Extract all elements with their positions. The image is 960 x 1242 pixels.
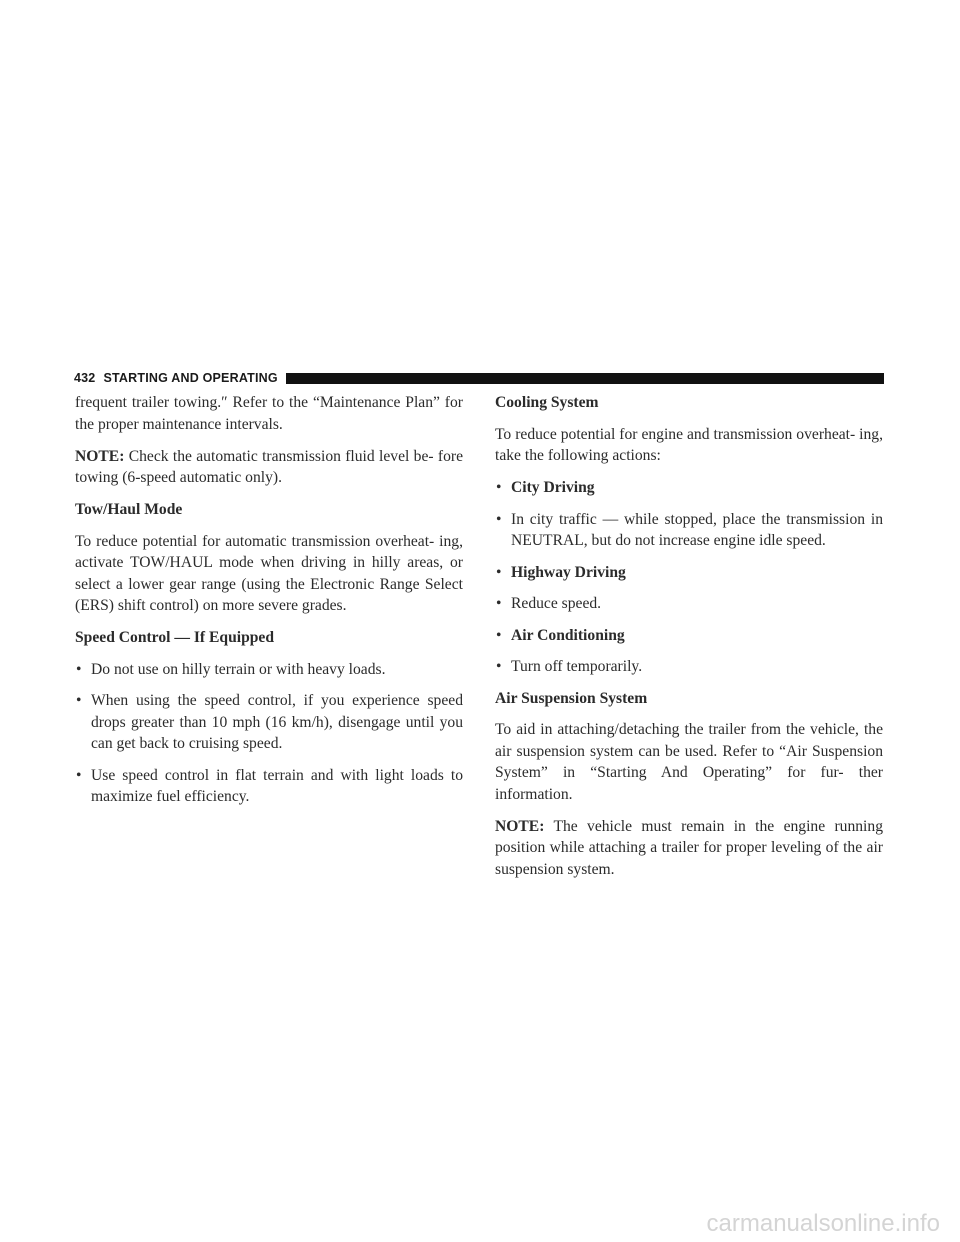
list-item: • Air Conditioning — [495, 625, 883, 647]
note-text: The vehicle must remain in the engine running position while attaching a trailer for proper leveling of the air suspension system. — [495, 817, 883, 878]
air-suspension-heading: Air Suspension System — [495, 689, 648, 707]
list-item: • Highway Driving — [495, 562, 883, 584]
list-item: • City Driving — [495, 477, 883, 499]
cooling-paragraph: To reduce potential for engine and transmission overheat- ing, take the following actions: — [495, 425, 883, 464]
list-item: • Use speed control in flat terrain and with light loads to maximize fuel efficiency. — [75, 765, 463, 808]
note-paragraph — [495, 816, 883, 881]
watermark: carmanualsonline.info — [706, 1210, 940, 1237]
tow-haul-heading: Tow/Haul Mode — [75, 501, 183, 518]
speed-control-heading: Speed Control — If Equipped — [75, 629, 275, 646]
speed-control-list — [75, 659, 463, 808]
air-suspension-paragraph: To aid in attaching/detaching the trailer from the vehicle, the air suspension system can be used. Refer to “Air Suspension System” in “Starting And Operating” for fur- ther information. — [495, 721, 883, 803]
note-label: NOTE: — [495, 817, 545, 835]
list-item: • Do not use on hilly terrain or with heavy loads. — [75, 659, 463, 681]
tow-haul-paragraph: To reduce potential for automatic transmission overheat- ing, activate TOW/HAUL mode when driving in hilly areas, or select a lower gear range (using the Electronic Range Select (ERS) shift control) on more severe grades. — [75, 532, 463, 614]
left-column — [75, 392, 463, 818]
section-title: STARTING AND OPERATING — [103, 371, 278, 385]
note-label: NOTE: — [75, 447, 125, 465]
note-text: Check the automatic transmission fluid level be- fore towing (6-speed automatic only). — [75, 447, 463, 486]
list-item: • In city traffic — while stopped, place the transmission in NEUTRAL, but do not increase engine idle speed. — [495, 509, 883, 552]
note-paragraph — [75, 446, 463, 489]
list-item: • When using the speed control, if you experience speed drops greater than 10 mph (16 km/h), disengage until you can get back to cruising speed. — [75, 690, 463, 755]
right-column — [495, 392, 883, 891]
list-item: • Turn off temporarily. — [495, 656, 883, 678]
page-number: 432 — [74, 371, 96, 385]
page-header — [74, 371, 884, 385]
header-rule — [286, 373, 884, 384]
cooling-system-heading: Cooling System — [495, 394, 599, 411]
list-item: • Reduce speed. — [495, 593, 883, 615]
cooling-list — [495, 477, 883, 678]
intro-paragraph: frequent trailer towing.″ Refer to the “Maintenance Plan” for the proper maintenance intervals. — [75, 394, 463, 433]
